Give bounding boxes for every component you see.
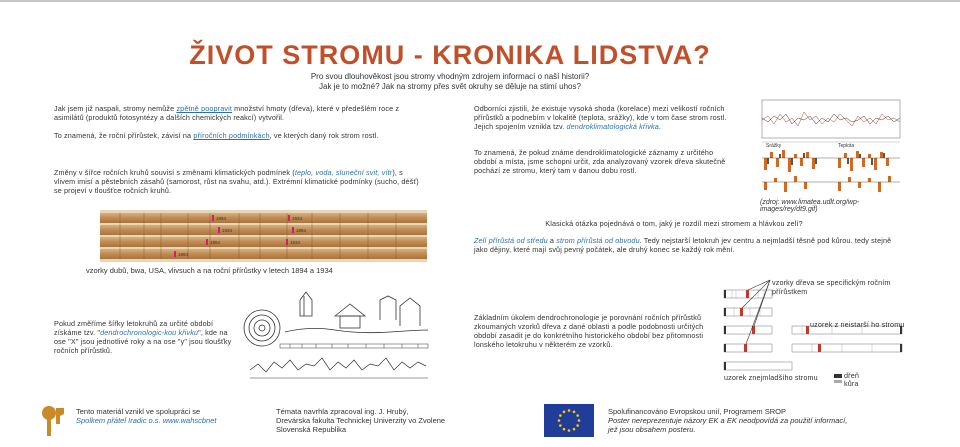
top-border [0, 0, 960, 2]
link-dendroklima-krivka[interactable]: dendroklimatologická křivka [566, 122, 659, 131]
link-zeli-prirusta[interactable]: Zelí přírůstá od středu [474, 236, 548, 245]
eu-star-icon [576, 414, 579, 417]
climate-chart-graphic [748, 98, 902, 196]
diagram-label-specific: vzorky dřeva se specifickým ročním přírůstkem [772, 278, 891, 296]
wood-samples-graphic [100, 210, 427, 262]
eu-star-icon [563, 411, 566, 414]
subtitle-line-2: Jak je to možné? Jak na stromy přes svět okruhy se děluje na stimí uhos? [319, 82, 581, 91]
tree-logo-icon [38, 404, 68, 438]
footer-col3-line1: Spolufinancováno Evropskou unií, Programem SROP [608, 407, 787, 416]
wood-caption: vzorky dubů, bwa, USA, vlivsuch a na roční přírůstky v letech 1894 a 1934 [86, 266, 333, 275]
wood-label-1: 1894 [216, 216, 227, 221]
eu-star-icon [559, 414, 562, 417]
left-paragraph-3: Změny v šířce ročních kruhů souvisí s změnami klimatických podmínek (teplo, voda, sluneční svit, vítr), s vlivem imisí a pěstebních zásahů (samorost, růst na svahu, atd.). Extrémní klimatické podmínky (sucho, déšť) se projeví v tloušťce ročních kruhů. [54, 168, 419, 195]
footer-col3-line3: jež jsou obsahem posteru. [608, 425, 696, 434]
eu-star-icon [568, 409, 571, 412]
left-paragraph-2: To znamená, že roční přírůstek, závisí na příročních podmínkách, ve kterých daný rok strom rostl. [54, 131, 379, 140]
footer-col-1 [76, 407, 266, 425]
wood-samples-photo [100, 210, 427, 262]
landscape-curve-graphic [240, 286, 430, 384]
eu-star-icon [576, 424, 579, 427]
footer-col1-line1: Tento materiál vznikl ve spolupráci se [76, 407, 201, 416]
link-klima-faktory[interactable]: teplo, voda, sluneční svit, vítr [294, 168, 393, 177]
diagram-label-oldest: uzorek z neistarší ho stromu [810, 320, 905, 329]
link-strom-prirusta[interactable]: strom přírůstá od obvodu [556, 236, 640, 245]
wood-label-7: 1894 [178, 252, 189, 257]
left-paragraph-4: Pokud změříme šířky letokruhů za určité období získáme tzv. "dendrochronologic-kou křivku", kde na ose "X" jsou jednotlivé roky a na ose "y" jsou tloušťky ročních přírůstků. [54, 319, 232, 355]
link-prirodni-podminky[interactable]: příročních podmínkách [193, 131, 270, 140]
left-paragraph-1: Jak jsem již naspali, stromy nemůže zpětně poopravit množství hmoty (dřeva), které v předešlém roce z asimilátů (produktů fotosyntézy a dalších chemických reakcí) vytvořil. [54, 104, 400, 122]
climate-chart-image [748, 98, 902, 196]
poster-title: ŽIVOT STROMU - KRONIKA LIDSTVA? [189, 40, 711, 70]
footer-col2-line3: Slovenská Republika [276, 425, 347, 434]
eu-flag-icon [544, 404, 594, 437]
wood-label-4: 1934 [292, 216, 303, 221]
right-paragraph-1: Odborníci zjistili, že existuje vysoká shoda (korelace) mezi velikostí ročních přírůstků a podnebím v lokalitě (teplota, srážky), kde v tom čase strom rostl. Jejich spojením vznikla tzv. dendroklimatologická křivka. [474, 104, 727, 131]
eu-star-icon [573, 411, 576, 414]
subtitle-line-1: Pro svou dlouhověkost jsou stromy vhodným zdrojem informací o naší historii? [310, 72, 590, 81]
footer-col1-line2[interactable]: Spolkem přátel Iradic o.s. www.wahscbnet [76, 416, 217, 425]
chart-source: (zdroj: www.limatea.udlt.org/wp-images/rey/dt9.gif) [760, 199, 860, 213]
eu-star-icon [568, 429, 571, 432]
eu-star-icon [578, 419, 581, 422]
wood-label-2: 1934 [222, 228, 233, 233]
footer-col-2 [276, 407, 506, 434]
legend-kura: kůra [844, 379, 859, 388]
right-paragraph-3: Zelí přírůstá od středu a strom přírůstá od obvodu. Tedy nejstarší letokruh jev centru a nejmladší těsně pod kůrou. tedy stejně jako dějiny, které mají svůj pevný počátek, ale druhý konec se každý rok mění. [474, 236, 892, 254]
link-dendro-krivka[interactable]: dendrochronologic-kou křivku [100, 328, 199, 337]
eu-star-icon [573, 428, 576, 431]
poster-subtitle [0, 72, 900, 92]
chart-label-teplota: Teplota [838, 143, 855, 149]
wood-label-6: 1934 [290, 240, 301, 245]
eu-star-icon [558, 419, 561, 422]
right-paragraph-2: To znamená, že pokud známe dendroklimatologické záznamy z určitého období a místa, jsme schopni určit, zda analyzovaný vzorek dřeva skutečně pochází ze stromu, který tam v danou dobu rostl. [474, 148, 726, 175]
eu-flag [544, 404, 594, 437]
footer-col2-line1: Témata navrhla zpracoval ing. J. Hrubý, [276, 407, 409, 416]
eu-star-icon [559, 424, 562, 427]
wood-label-5: 1894 [296, 228, 307, 233]
association-logo [38, 404, 68, 438]
right-paragraph-4: Základním úkolem dendrochronologie je porovnání ročních přírůstků zkoumaných vzorků dřeva z dané oblasti a podle podobnosti určitých období zasadit je do konkrétního historického období bez přitomnosti lonského letokruhu v některém ze vzorků. [474, 313, 704, 349]
question-text: Klasická otázka pojednává o tom, jaký je rozdíl mezi stromem a hlávkou zelí? [545, 219, 803, 228]
link-zpetne-poopravit[interactable]: zpětně poopravit [176, 104, 232, 113]
eu-star-icon [563, 428, 566, 431]
legend-dren: dřeň [844, 371, 859, 380]
footer-col3-line2: Poster nereprezentuje názory EK a EK neodpovídá za použití informací, [608, 416, 848, 425]
footer-col-3 [608, 407, 902, 434]
footer-col2-line2: Drevárska fakulta Technickej Univerzity vo Zvolene [276, 416, 446, 425]
diagram-label-youngest: uzorek znejmladšího stromu [724, 373, 818, 382]
wood-label-3: 1894 [210, 240, 221, 245]
dendro-curve-drawing [240, 286, 430, 384]
chart-label-srazky: Srážky [766, 143, 782, 149]
